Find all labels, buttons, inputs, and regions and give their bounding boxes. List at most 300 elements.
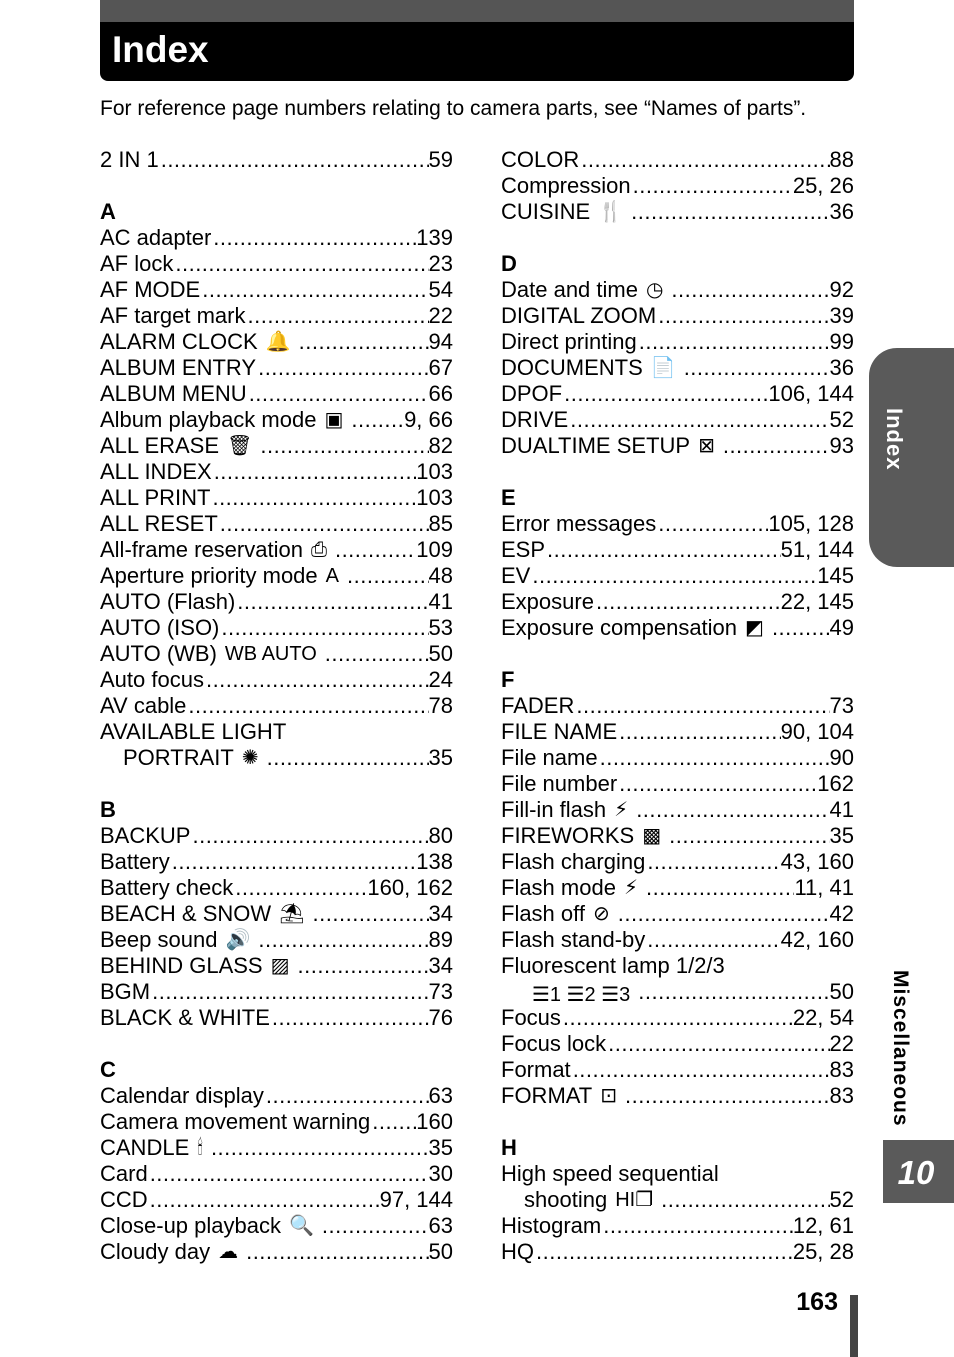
index-term: COLOR <box>501 147 580 172</box>
index-entry <box>501 433 854 459</box>
leader-dots <box>598 745 830 771</box>
index-page-ref: 67 <box>428 355 453 380</box>
index-term: AF target mark <box>100 303 246 328</box>
section-letter: E <box>501 485 516 510</box>
index-entry <box>501 979 854 1005</box>
leader-dots <box>209 1135 429 1161</box>
section-gap <box>501 225 854 251</box>
index-entry <box>501 147 854 173</box>
index-page-ref: 50 <box>829 979 854 1004</box>
leader-dots <box>233 875 367 901</box>
index-term: Auto focus <box>100 667 204 692</box>
leader-dots <box>645 849 780 875</box>
index-entry <box>501 173 854 199</box>
leader-dots <box>636 979 829 1005</box>
index-page-ref: 105, 128 <box>768 511 854 536</box>
index-term: Album playback mode ▣ <box>100 407 344 432</box>
index-entry <box>501 1083 854 1109</box>
index-page-ref: 93 <box>829 433 854 458</box>
index-entry <box>501 1031 854 1057</box>
leader-dots <box>219 615 428 641</box>
index-page-ref: 41 <box>428 589 453 614</box>
leader-dots <box>333 537 416 563</box>
leader-dots <box>770 615 830 641</box>
index-term: Histogram <box>501 1213 602 1238</box>
index-entry <box>501 1005 854 1031</box>
leader-dots <box>617 719 780 745</box>
index-entry <box>501 537 854 563</box>
index-entry <box>501 797 854 823</box>
portrait-icon: ✺ <box>241 747 259 769</box>
index-entry <box>100 329 453 355</box>
index-term: Aperture priority mode A <box>100 563 339 588</box>
leader-dots <box>667 823 829 849</box>
index-term: Direct printing <box>501 329 637 354</box>
index-page-ref: 22 <box>829 1031 854 1056</box>
index-term: ALBUM ENTRY <box>100 355 257 380</box>
leader-dots <box>656 511 768 537</box>
index-page-ref: 88 <box>829 147 854 172</box>
index-page-ref: 42 <box>829 901 854 926</box>
index-term: Card <box>100 1161 148 1186</box>
leader-dots <box>256 927 428 953</box>
leader-dots <box>561 1005 793 1031</box>
index-term: Battery <box>100 849 170 874</box>
leader-dots <box>218 511 429 537</box>
candle-icon: 🕯 <box>197 1137 203 1159</box>
index-entry <box>501 1239 854 1265</box>
index-term: BGM <box>100 979 151 1004</box>
index-entry <box>100 589 453 615</box>
index-page-ref: 97, 144 <box>379 1187 453 1212</box>
beach-snow-icon: ⛱ <box>279 903 305 925</box>
index-entry <box>100 355 453 381</box>
index-entry <box>100 1213 453 1239</box>
leader-dots <box>637 329 830 355</box>
index-term: AUTO (WB) WB AUTO <box>100 641 317 666</box>
index-entry <box>501 303 854 329</box>
index-entry <box>501 1161 854 1187</box>
index-page-ref: 50 <box>428 1239 453 1264</box>
index-entry <box>501 901 854 927</box>
index-term: DPOF <box>501 381 563 406</box>
index-page-ref: 160 <box>416 1109 453 1134</box>
index-term: 2 IN 1 <box>100 147 159 172</box>
chapter-number: 10 <box>897 1154 935 1191</box>
index-entry <box>100 641 453 667</box>
index-term: HQ <box>501 1239 534 1264</box>
index-page-ref: 48 <box>428 563 453 588</box>
leader-dots <box>656 303 829 329</box>
index-entry <box>100 277 453 303</box>
index-term: ALL INDEX <box>100 459 212 484</box>
side-tab-miscellaneous: Miscellaneous <box>889 970 912 1127</box>
leader-dots <box>170 849 417 875</box>
index-page-ref: 63 <box>428 1213 453 1238</box>
index-page-ref: 11, 41 <box>794 875 854 900</box>
index-entry <box>100 1005 453 1031</box>
leader-dots <box>297 329 429 355</box>
leader-dots <box>258 433 428 459</box>
cuisine-icon: 🍴 <box>598 201 624 223</box>
section-gap <box>501 641 854 667</box>
magnifier-icon: 🔍 <box>288 1215 314 1237</box>
index-page-ref: 22 <box>428 303 453 328</box>
leader-dots <box>211 225 416 251</box>
leader-dots <box>235 589 428 615</box>
leader-dots <box>200 277 428 303</box>
index-entry <box>100 563 453 589</box>
index-page-ref: 35 <box>829 823 854 848</box>
index-entry <box>501 329 854 355</box>
index-term: ALL ERASE 🗑 <box>100 433 253 458</box>
leader-dots <box>623 1083 830 1109</box>
leader-dots <box>345 563 429 589</box>
section-gap <box>100 1031 453 1057</box>
leader-dots <box>579 147 829 173</box>
index-entry <box>100 485 453 511</box>
index-entry <box>501 875 854 901</box>
section-gap <box>501 459 854 485</box>
index-page-ref: 25, 26 <box>792 173 854 198</box>
index-term: ALBUM MENU <box>100 381 247 406</box>
index-entry <box>100 901 453 927</box>
leader-dots <box>616 901 830 927</box>
index-page-ref: 25, 28 <box>792 1239 854 1264</box>
index-page-ref: 43, 160 <box>780 849 854 874</box>
index-term: DOCUMENTS 📄 <box>501 355 676 380</box>
index-entry <box>100 1109 453 1135</box>
leader-dots <box>349 407 404 433</box>
index-term: ALL PRINT <box>100 485 211 510</box>
intro-text: For reference page numbers relating to camera parts, see “Names of parts”. <box>100 97 807 120</box>
section-gap <box>100 173 453 199</box>
index-term: DRIVE <box>501 407 569 432</box>
leader-dots <box>725 953 854 979</box>
index-page-ref: 94 <box>428 329 453 354</box>
index-page-ref: 54 <box>428 277 453 302</box>
index-page-ref: 39 <box>829 303 854 328</box>
leader-dots <box>617 771 817 797</box>
leader-dots <box>190 823 428 849</box>
index-entry <box>501 823 854 849</box>
index-term: BACKUP <box>100 823 191 848</box>
index-entry <box>501 745 854 771</box>
all-erase-icon: 🗑 <box>227 435 253 457</box>
index-page-ref: 52 <box>829 1187 854 1212</box>
album-icon: ▣ <box>324 409 344 431</box>
format-icon: ⊡ <box>600 1085 618 1107</box>
index-term: Beep sound 🔊 <box>100 927 251 952</box>
leader-dots <box>370 1109 416 1135</box>
index-entry <box>100 537 453 563</box>
index-entry <box>501 199 854 225</box>
index-entry <box>501 1213 854 1239</box>
leader-dots <box>265 745 429 771</box>
index-entry <box>100 1135 453 1161</box>
index-page-ref: 89 <box>428 927 453 952</box>
index-page-ref: 103 <box>416 459 453 484</box>
leader-dots <box>545 537 781 563</box>
leader-dots <box>148 1161 429 1187</box>
index-page-ref: 92 <box>829 277 854 302</box>
index-term: FADER <box>501 693 575 718</box>
leader-dots <box>148 1187 380 1213</box>
index-term: AUTO (ISO) <box>100 615 220 640</box>
section-gap <box>501 1109 854 1135</box>
section-letter: B <box>100 797 116 822</box>
page-title: Index <box>112 29 209 70</box>
index-entry <box>100 719 453 745</box>
index-entry <box>501 953 854 979</box>
index-entry <box>501 511 854 537</box>
behind-glass-icon: ▨ <box>270 955 290 977</box>
index-page-ref: 22, 54 <box>792 1005 854 1030</box>
leader-dots <box>631 173 793 199</box>
index-entry <box>501 381 854 407</box>
index-entry <box>100 667 453 693</box>
leader-dots <box>311 901 429 927</box>
section-letter: C <box>100 1057 116 1082</box>
leader-dots <box>568 407 829 433</box>
index-page-ref: 138 <box>416 849 453 874</box>
leader-dots <box>682 355 830 381</box>
index-entry <box>100 303 453 329</box>
index-term: PORTRAIT ✺ <box>123 745 259 770</box>
index-entry <box>100 953 453 979</box>
leader-dots <box>296 953 429 979</box>
index-term: CCD <box>100 1187 148 1212</box>
index-term: Flash off ⊘ <box>501 901 610 926</box>
index-page-ref: 36 <box>829 355 854 380</box>
index-entry <box>501 693 854 719</box>
index-entry <box>501 563 854 589</box>
leader-dots <box>601 1213 793 1239</box>
index-entry <box>100 745 453 771</box>
index-page-ref: 99 <box>829 329 854 354</box>
leader-dots <box>244 1239 428 1265</box>
index-entry <box>100 979 453 1005</box>
index-page-ref: 82 <box>428 433 453 458</box>
index-page-ref: 51, 144 <box>780 537 854 562</box>
index-term: Compression <box>501 173 631 198</box>
index-entry <box>501 407 854 433</box>
index-term: AV cable <box>100 693 187 718</box>
leader-dots <box>286 719 453 745</box>
index-page-ref: 22, 145 <box>780 589 854 614</box>
index-page-ref: 30 <box>428 1161 453 1186</box>
index-page-ref: 23 <box>428 251 453 276</box>
index-term: ALL RESET <box>100 511 218 536</box>
index-term: Format <box>501 1057 571 1082</box>
index-term: Error messages <box>501 511 657 536</box>
leader-dots <box>669 277 829 303</box>
leader-dots <box>629 199 829 225</box>
index-page-ref: 42, 160 <box>780 927 854 952</box>
section-letter: D <box>501 251 517 276</box>
cloud-icon: ☁ <box>218 1241 239 1263</box>
index-entry <box>501 1187 854 1213</box>
index-page-ref: 35 <box>428 745 453 770</box>
index-term: Fill-in flash ⚡ <box>501 797 629 822</box>
section-letter: H <box>501 1135 517 1160</box>
leader-dots <box>256 355 428 381</box>
index-entry <box>100 225 453 251</box>
index-term: AF lock <box>100 251 174 276</box>
leader-dots <box>562 381 768 407</box>
leader-dots <box>634 797 829 823</box>
leader-dots <box>210 485 416 511</box>
index-entry <box>501 589 854 615</box>
index-term: Focus <box>501 1005 561 1030</box>
page-header <box>100 0 854 81</box>
index-page-ref: 78 <box>428 693 453 718</box>
index-page-ref: 80 <box>428 823 453 848</box>
hi-sequential-icon: HI❐ <box>615 1189 654 1211</box>
index-column-left <box>100 147 453 1265</box>
index-entry <box>100 381 453 407</box>
index-term: Cloudy day ☁ <box>100 1239 239 1264</box>
leader-dots <box>719 1161 854 1187</box>
leader-dots <box>530 563 817 589</box>
index-page-ref: 160, 162 <box>367 875 453 900</box>
index-entry <box>501 719 854 745</box>
leader-dots <box>721 433 830 459</box>
index-term: File name <box>501 745 598 770</box>
index-page-ref: 59 <box>428 147 453 172</box>
index-page-ref: 34 <box>428 953 453 978</box>
index-page-ref: 109 <box>416 537 453 562</box>
index-page-ref: 24 <box>428 667 453 692</box>
index-term: DUALTIME SETUP ⊠ <box>501 433 715 458</box>
leader-dots <box>173 251 428 277</box>
index-entry <box>100 693 453 719</box>
index-term: All-frame reservation ⎙ <box>100 537 327 562</box>
index-term: CANDLE 🕯 <box>100 1135 203 1160</box>
header-band <box>100 0 854 22</box>
leader-dots <box>594 589 781 615</box>
index-term: AUTO (Flash) <box>100 589 236 614</box>
index-term: BLACK & WHITE <box>100 1005 270 1030</box>
leader-dots <box>159 147 429 173</box>
index-page-ref: 9, 66 <box>404 407 453 432</box>
bell-icon: 🔔 <box>265 331 291 353</box>
wb-auto-icon: WB AUTO <box>224 643 317 665</box>
side-tab-index-label: Index <box>882 408 907 471</box>
index-entry <box>501 615 854 641</box>
section-letter: A <box>100 199 116 224</box>
page-number: 163 <box>796 1288 838 1316</box>
dualtime-icon: ⊠ <box>698 435 715 457</box>
leader-dots <box>659 1187 829 1213</box>
index-page-ref: 83 <box>829 1057 854 1082</box>
index-page-ref: 12, 61 <box>792 1213 854 1238</box>
index-term: Fluorescent lamp 1/2/3 <box>501 953 725 978</box>
index-term: Flash charging <box>501 849 646 874</box>
index-term: Flash mode ⚡ <box>501 875 638 900</box>
leader-dots <box>571 1057 830 1083</box>
index-term: File number <box>501 771 618 796</box>
leader-dots <box>186 693 428 719</box>
leader-dots <box>323 641 429 667</box>
index-column-right <box>501 147 854 1265</box>
index-page-ref: 49 <box>829 615 854 640</box>
leader-dots <box>574 693 829 719</box>
index-page-ref: 73 <box>428 979 453 1004</box>
index-term: ALARM CLOCK 🔔 <box>100 329 291 354</box>
index-entry <box>100 147 453 173</box>
index-page-ref: 145 <box>817 563 854 588</box>
side-tab-index <box>869 348 954 567</box>
index-page-ref: 106, 144 <box>768 381 854 406</box>
index-entry <box>100 1161 453 1187</box>
index-page-ref: 66 <box>428 381 453 406</box>
index-term: Close-up playback 🔍 <box>100 1213 314 1238</box>
index-entry <box>100 927 453 953</box>
index-page-ref: 34 <box>428 901 453 926</box>
leader-dots <box>606 1031 829 1057</box>
index-term: AF MODE <box>100 277 201 302</box>
chapter-tab <box>883 1140 954 1203</box>
section-gap <box>100 771 453 797</box>
index-term: Battery check <box>100 875 234 900</box>
index-entry <box>501 355 854 381</box>
index-page-ref: 162 <box>817 771 854 796</box>
index-term: Calendar display <box>100 1083 264 1108</box>
index-entry <box>501 277 854 303</box>
index-page-ref: 90, 104 <box>780 719 854 744</box>
index-entry <box>501 1057 854 1083</box>
flash-mode-icon: ⚡ <box>623 877 638 899</box>
index-term: CUISINE 🍴 <box>501 199 624 224</box>
clock-icon: ◷ <box>645 279 664 301</box>
index-term: Camera movement warning <box>100 1109 371 1134</box>
leader-dots <box>264 1083 429 1109</box>
index-page-ref: 50 <box>428 641 453 666</box>
index-page-ref: 139 <box>416 225 453 250</box>
index-page-ref: 103 <box>416 485 453 510</box>
leader-dots <box>150 979 428 1005</box>
page-number-bar <box>850 1295 858 1357</box>
index-page-ref: 83 <box>829 1083 854 1108</box>
flash-icon: ⚡ <box>614 799 629 821</box>
leader-dots <box>247 381 429 407</box>
index-page-ref: 36 <box>829 199 854 224</box>
index-term: BEHIND GLASS ▨ <box>100 953 290 978</box>
index-term: EV <box>501 563 531 588</box>
leader-dots <box>320 1213 429 1239</box>
index-entry <box>100 1239 453 1265</box>
index-entry <box>501 927 854 953</box>
index-entry <box>100 407 453 433</box>
index-term <box>501 985 636 1005</box>
index-term: FORMAT ⊡ <box>501 1083 618 1108</box>
leader-dots <box>645 927 780 953</box>
beep-icon: 🔊 <box>225 929 251 951</box>
index-term: Flash stand-by <box>501 927 646 952</box>
section-letter: F <box>501 667 515 692</box>
index-entry <box>100 1083 453 1109</box>
exposure-comp-icon: ◩ <box>745 617 764 639</box>
index-term: AC adapter <box>100 225 212 250</box>
index-entry <box>100 511 453 537</box>
index-term: DIGITAL ZOOM <box>501 303 657 328</box>
index-entry <box>100 459 453 485</box>
fireworks-icon: ▩ <box>642 825 662 847</box>
fluorescent-icons: ☰1 ☰2 ☰3 <box>532 984 631 1006</box>
index-term: High speed sequential <box>501 1161 719 1186</box>
index-page-ref: 63 <box>428 1083 453 1108</box>
